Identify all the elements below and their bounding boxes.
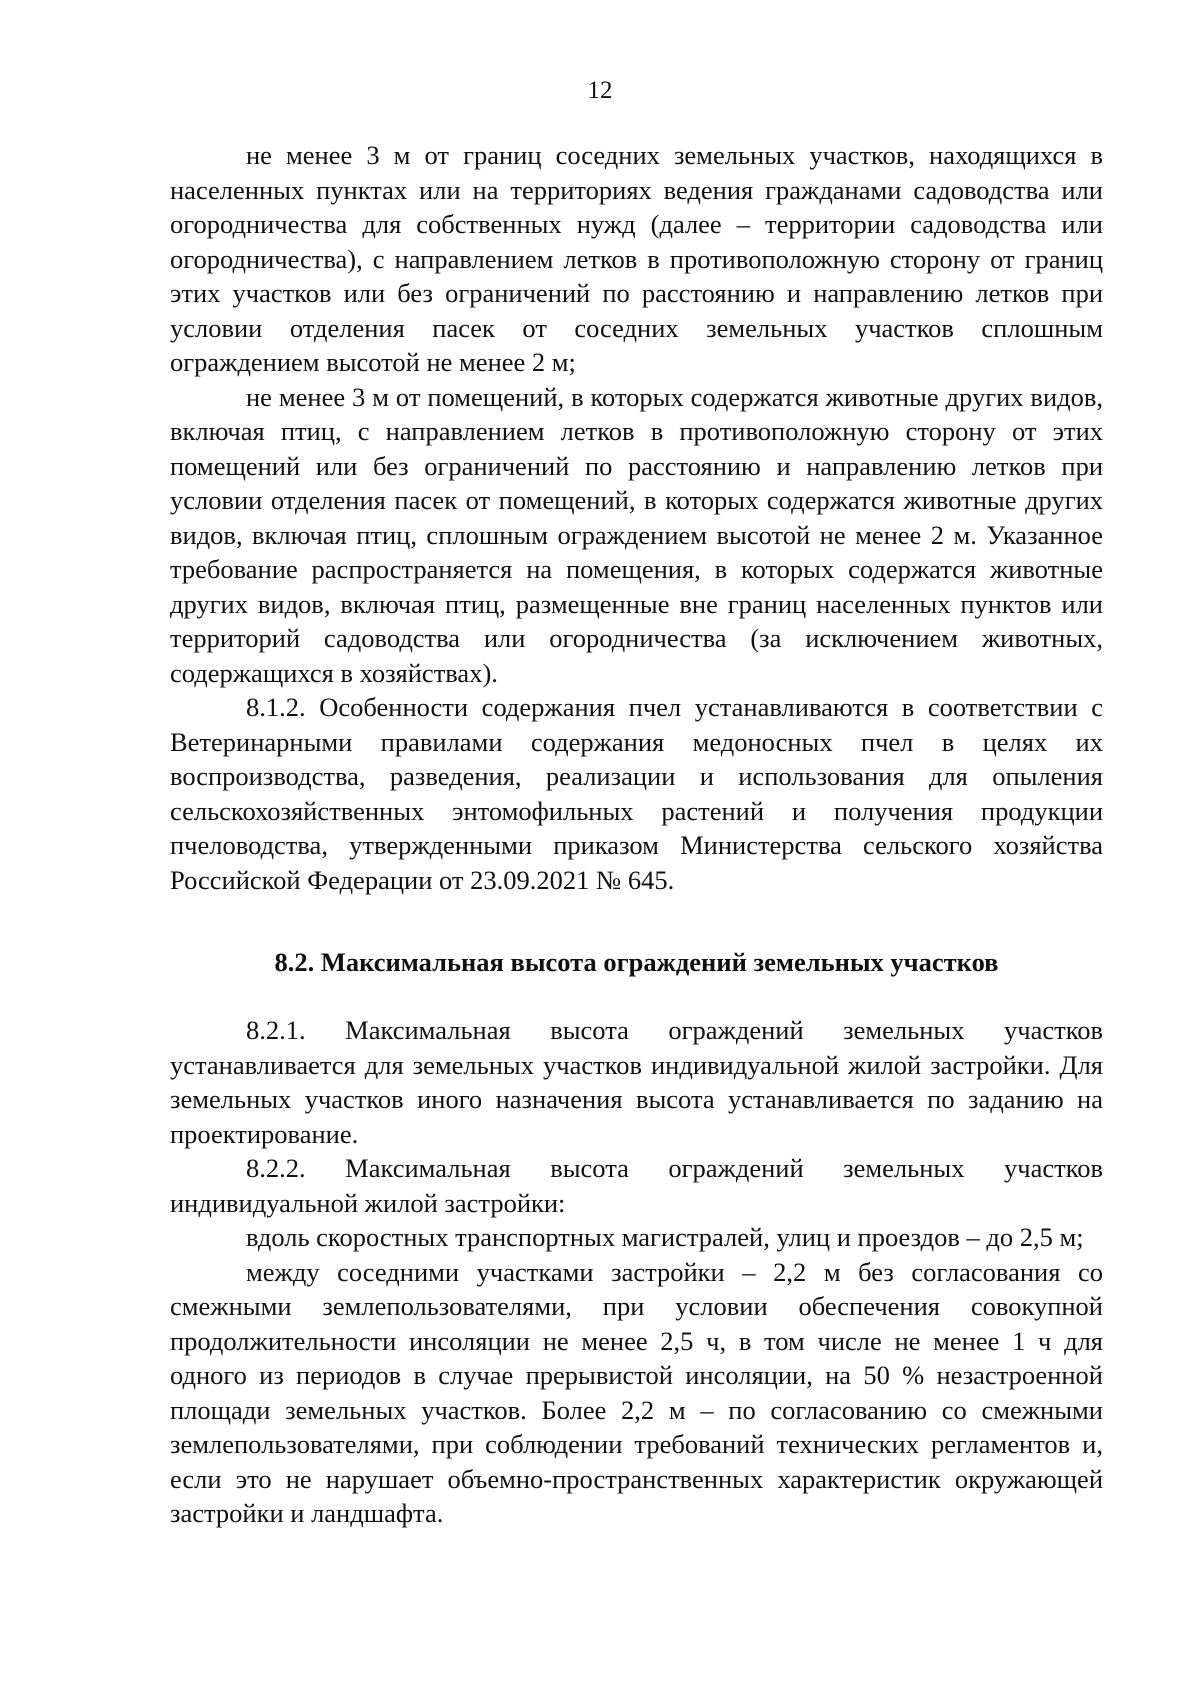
section-heading-8-2: 8.2. Максимальная высота ограждений земельных участков	[274, 947, 999, 977]
fence-height-text	[170, 1013, 1103, 1531]
paragraph-8-2-2: 8.2.2. Максимальная высота ограждений земельных участков индивидуальной жилой застройки:	[170, 1153, 1103, 1218]
apiary-distance-text	[170, 138, 1103, 897]
paragraph-distance-from-animal-premises: не менее 3 м от помещений, в которых содержатся животные других видов, включая птиц, с направлением летков в противоположную сторону от этих помещений или без ограничений по расстоянию и направлению летков при условии отделения пасек от помещений, в которых содержатся животные других видов, включая птиц, сплошным ограждением высотой не менее 2 м. Указанное требование распространяется на помещения, в которых содержатся животные других видов, включая птиц, размещенные вне границ населенных пунктов или территорий садоводства или огородничества (за исключением животных, содержащихся в хозяйствах).	[170, 381, 1103, 688]
page-number: 12	[587, 77, 613, 104]
paragraph-8-1-2: 8.1.2. Особенности содержания пчел устанавливаются в соответствии с Ветеринарными правилами содержания медоносных пчел в целях их воспроизводства, разведения, реализации и использования для опыления сельскохозяйственных энтомофильных растений и получения продукции пчеловодства, утвержденными приказом Министерства сельского хозяйства Российской Федерации от 23.09.2021 № 645.	[170, 692, 1103, 895]
paragraph-along-highways: вдоль скоростных транспортных магистралей, улиц и проездов – до 2,5 м;	[246, 1222, 1084, 1252]
paragraph-between-plots: между соседними участками застройки – 2,2 м без согласования со смежными землепользователями, при условии обеспечения совокупной продолжительности инсоляции не менее 2,5 ч, в том числе не менее 1 ч для одного из периодов в случае прерывистой инсоляции, на 50 % незастроенной площади земельных участков. Более 2,2 м – по согласованию со смежными землепользователями, при соблюдении требований технических регламентов и, если это не нарушает объемно-пространственных характеристик окружающей застройки и ландшафта.	[170, 1256, 1103, 1528]
paragraph-8-2-1: 8.2.1. Максимальная высота ограждений земельных участков устанавливается для земельных участков индивидуальной жилой застройки. Для земельных участков иного назначения высота устанавливается по заданию на проектирование.	[170, 1015, 1103, 1149]
paragraph-distance-from-plots: не менее 3 м от границ соседних земельных участков, находящихся в населенных пунктах или на территориях ведения гражданами садоводства или огородничества для собственных нужд (далее – территории садоводства или огородничества), с направлением летков в противоположную сторону от границ этих участков или без ограничений по расстоянию и направлению летков при условии отделения пасек от соседних земельных участков сплошным ограждением высотой не менее 2 м;	[170, 140, 1103, 377]
